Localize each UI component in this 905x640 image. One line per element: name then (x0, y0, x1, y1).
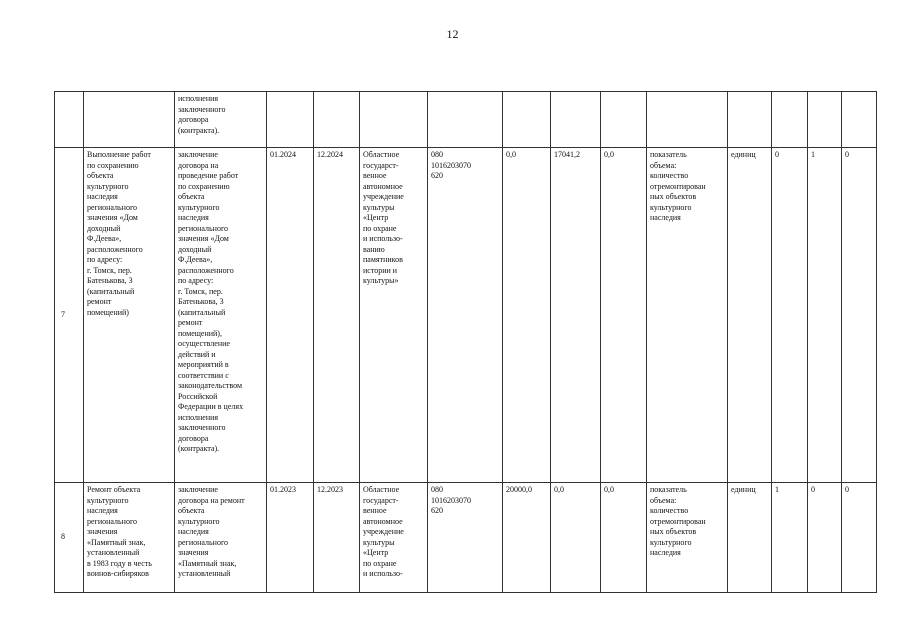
cell-unit: единиц (728, 148, 772, 483)
cell-funding-year-1: 20000,0 (503, 483, 551, 593)
cell-funding-year-2 (551, 92, 601, 148)
cell-funding-year-3: 0,0 (601, 483, 647, 593)
cell-activity-name (84, 92, 175, 148)
page-number: 12 (446, 27, 459, 41)
cell-executor (360, 92, 428, 148)
cell-funding-year-3: 0,0 (601, 148, 647, 483)
cell-start-date: 01.2024 (267, 148, 314, 483)
cell-funding-year-3 (601, 92, 647, 148)
cell-indicator-year-3: 0 (842, 148, 877, 483)
cell-funding-year-2: 17041,2 (551, 148, 601, 483)
cell-budget-code: 080 1016203070 620 (428, 483, 503, 593)
cell-number (55, 92, 84, 148)
cell-end-date (314, 92, 360, 148)
cell-activity-content: заключение договора на ремонт объекта культурного наследия регионального значения «Памятный знак, установленный (175, 483, 267, 593)
cell-indicator: показатель объема: количество отремонтирован ных объектов культурного наследия (647, 148, 728, 483)
cell-funding-year-2: 0,0 (551, 483, 601, 593)
cell-executor: Областное государст- венное автономное учреждение культуры «Центр по охране и использо- (360, 483, 428, 593)
cell-activity-content: исполнения заключенного договора (контракта). (175, 92, 267, 148)
cell-indicator-year-2: 0 (808, 483, 842, 593)
cell-indicator-year-3: 0 (842, 483, 877, 593)
cell-end-date: 12.2023 (314, 483, 360, 593)
cell-indicator-year-1: 0 (772, 148, 808, 483)
cell-unit: единиц (728, 483, 772, 593)
cell-indicator (647, 92, 728, 148)
cell-number: 8 (55, 483, 84, 593)
cell-start-date (267, 92, 314, 148)
table-row (55, 148, 877, 483)
cell-unit (728, 92, 772, 148)
cell-activity-content: заключение договора на проведение работ по сохранению объекта культурного наследия регионального значения «Дом доходный Ф.Деева», расположенного по адресу: г. Томск, пер. Батенькова, 3 (капитальный ремонт помещений), осуществление действий и мероприятий в соответствии с законодательством Российской Федерации в целях исполнения заключенного договора (контракта). (175, 148, 267, 483)
table-row (55, 483, 877, 593)
cell-budget-code: 080 1016203070 620 (428, 148, 503, 483)
program-activities-table (54, 91, 877, 593)
cell-indicator-year-2 (808, 92, 842, 148)
cell-indicator-year-1 (772, 92, 808, 148)
cell-indicator-year-3 (842, 92, 877, 148)
cell-indicator-year-1: 1 (772, 483, 808, 593)
cell-funding-year-1 (503, 92, 551, 148)
cell-indicator-year-2: 1 (808, 148, 842, 483)
cell-number: 7 (55, 148, 84, 483)
cell-budget-code (428, 92, 503, 148)
cell-executor: Областное государст- венное автономное учреждение культуры «Центр по охране и использо- ванию памятников истории и культуры» (360, 148, 428, 483)
cell-end-date: 12.2024 (314, 148, 360, 483)
cell-activity-name: Выполнение работ по сохранению объекта культурного наследия регионального значения «Дом доходный Ф.Деева», расположенного по адресу: г. Томск, пер. Батенькова, 3 (капитальный ремонт помещений) (84, 148, 175, 483)
cell-funding-year-1: 0,0 (503, 148, 551, 483)
cell-indicator: показатель объема: количество отремонтирован ных объектов культурного наследия (647, 483, 728, 593)
table-row-continuation (55, 92, 877, 148)
cell-start-date: 01.2023 (267, 483, 314, 593)
cell-activity-name: Ремонт объекта культурного наследия регионального значения «Памятный знак, установленный в 1983 году в честь воинов-сибиряков (84, 483, 175, 593)
